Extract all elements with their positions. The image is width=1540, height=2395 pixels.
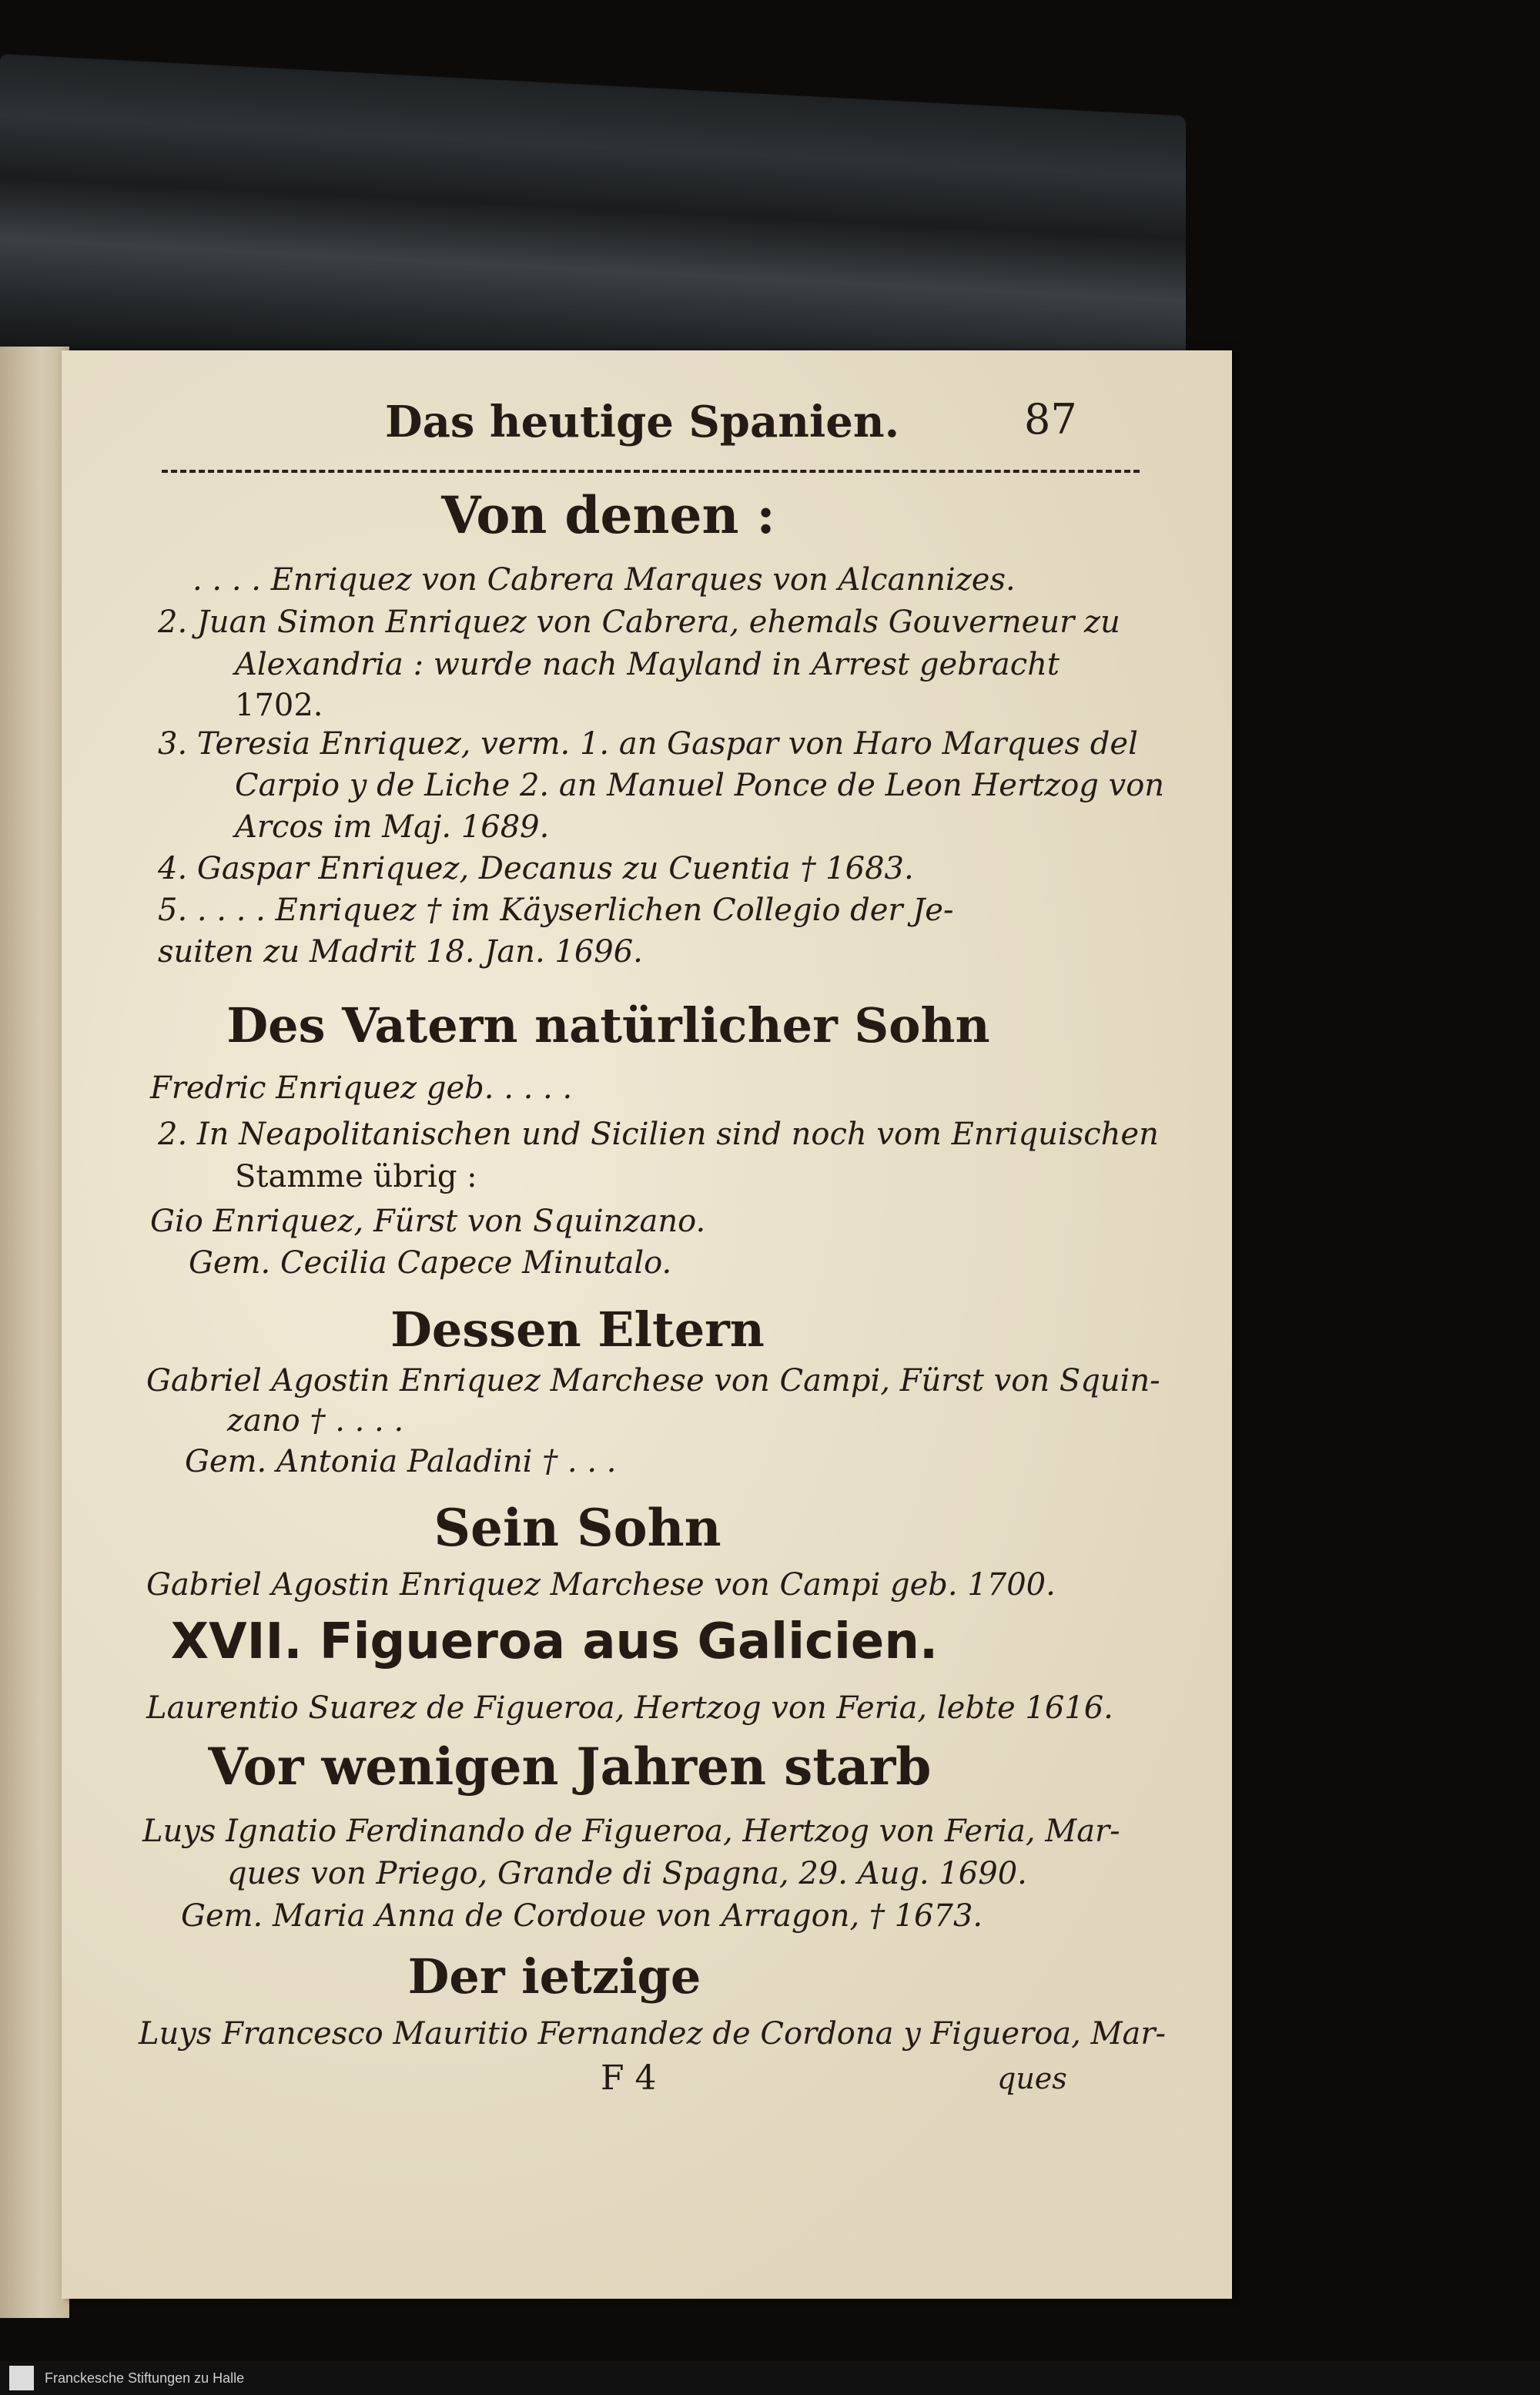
text-line: Alexandria : wurde nach Mayland in Arrest gebracht <box>235 647 1060 682</box>
text-line: 5. . . . . Enriquez † im Käyserlichen Collegio der Je- <box>158 893 954 928</box>
text-line: Carpio y de Liche 2. an Manuel Ponce de Leon Hertzog von <box>235 768 1165 803</box>
page <box>62 350 1232 2299</box>
institution-logo-icon <box>9 2366 34 2390</box>
text-line: Gio Enriquez, Fürst von Squinzano. <box>150 1204 706 1239</box>
text-line: Luys Ignatio Ferdinando de Figueroa, Hertzog von Feria, Mar- <box>142 1814 1120 1849</box>
heading-vor-wenigen-jahren: Vor wenigen Jahren starb <box>208 1737 932 1797</box>
heading-der-ietzige: Der ietzige <box>407 1948 701 2005</box>
footer-credit: Franckesche Stiftungen zu Halle <box>45 2370 245 2386</box>
text-line: 3. Teresia Enriquez, verm. 1. an Gaspar von Haro Marques del <box>158 726 1138 762</box>
text-line: Arcos im Maj. 1689. <box>235 809 550 845</box>
text-line: Gem. Cecilia Capece Minutalo. <box>189 1245 672 1281</box>
text-line: 2. Juan Simon Enriquez von Cabrera, ehemals Gouverneur zu <box>158 605 1120 640</box>
running-head: Das heutige Spanien. <box>385 397 900 447</box>
footer-bar <box>0 2361 1540 2395</box>
text-line: Gem. Maria Anna de Cordoue von Arragon, † 1673. <box>181 1898 983 1934</box>
page-number: 87 <box>1024 395 1077 444</box>
text-line: 2. In Neapolitanischen und Sicilien sind noch vom Enriquischen <box>158 1117 1159 1152</box>
text-line: suiten zu Madrit 18. Jan. 1696. <box>158 934 643 970</box>
heading-dessen-eltern: Dessen Eltern <box>390 1301 765 1358</box>
text-line: 4. Gaspar Enriquez, Decanus zu Cuentia † 1683. <box>158 851 914 886</box>
text-line: Luys Francesco Mauritio Fernandez de Cordona y Figueroa, Mar- <box>139 2016 1167 2052</box>
header-rule <box>162 470 1140 477</box>
catchword: ques <box>997 2062 1067 2095</box>
text-line: Laurentio Suarez de Figueroa, Hertzog von Feria, lebte 1616. <box>146 1690 1113 1726</box>
text-line: zano † . . . . <box>227 1403 404 1439</box>
text-line: Gem. Antonia Paladini † . . . <box>185 1444 617 1479</box>
text-line: Gabriel Agostin Enriquez Marchese von Campi, Fürst von Squin- <box>146 1363 1160 1398</box>
heading-sein-sohn: Sein Sohn <box>434 1498 721 1558</box>
text-line: . . . . Enriquez von Cabrera Marques von Alcannizes. <box>192 562 1016 598</box>
text-line: Gabriel Agostin Enriquez Marchese von Campi geb. 1700. <box>146 1567 1056 1603</box>
heading-figueroa: XVII. Figueroa aus Galicien. <box>170 1613 939 1670</box>
text-line: 1702. <box>235 688 323 723</box>
text-line: Fredric Enriquez geb. . . . . <box>150 1070 573 1106</box>
text-line: ques von Priego, Grande di Spagna, 29. Aug. 1690. <box>227 1856 1027 1891</box>
heading-natuerlicher-sohn: Des Vatern natürlicher Sohn <box>226 997 990 1053</box>
signature-mark: F 4 <box>601 2058 657 2098</box>
text-line: Stamme übrig : <box>235 1159 477 1194</box>
heading-von-denen: Von denen : <box>441 485 775 545</box>
